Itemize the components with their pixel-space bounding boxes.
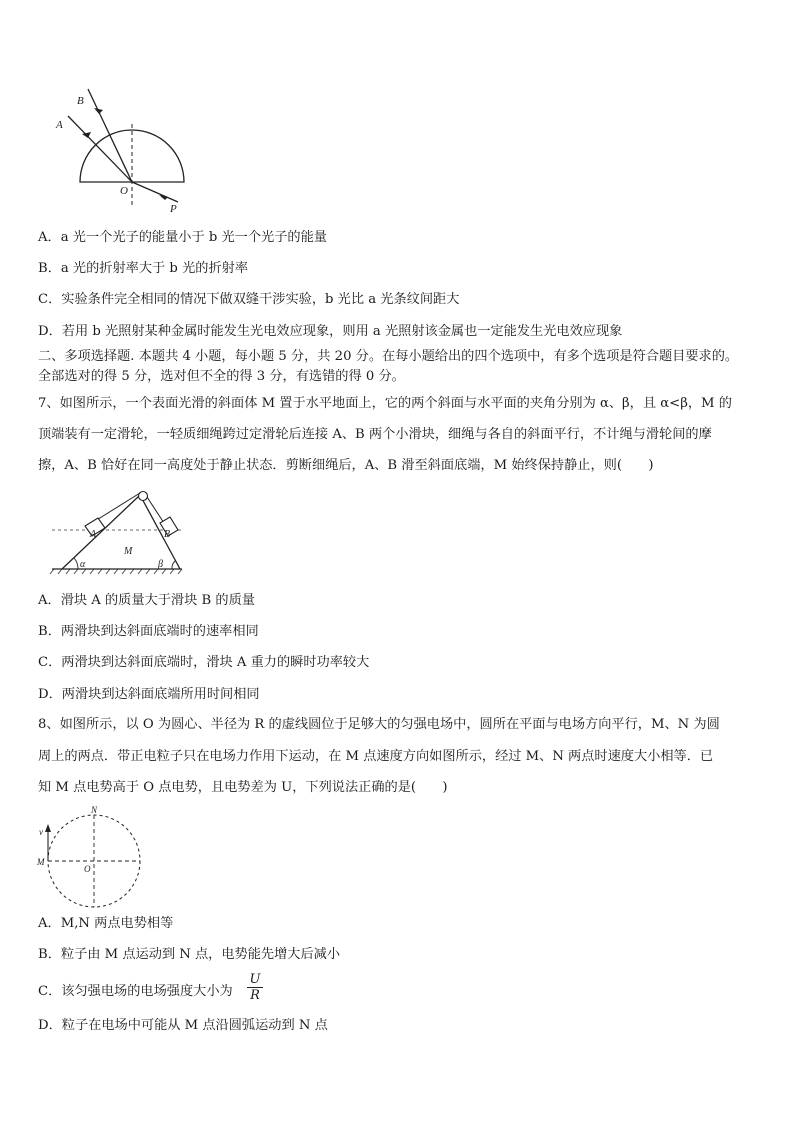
label-N: N — [91, 805, 98, 815]
incline-figure — [48, 485, 188, 580]
label-O: O — [120, 185, 128, 197]
q6-option-d: D．若用 b 光照射某种金属时能发生光电效应现象，则用 a 光照射该金属也一定能发生光电效应现象 — [38, 324, 623, 339]
section2-heading-line1: 二、多项选择题. 本题共 4 小题，每小题 5 分，共 20 分。在每小题给出的四个选项中，有多个选项是符合题目要求的。 — [38, 349, 739, 364]
label-block-A: A — [90, 529, 97, 540]
q6-option-c: C．实验条件完全相同的情况下做双缝干涉实验，b 光比 a 光条纹间距大 — [38, 292, 460, 307]
q6-option-a: A．a 光一个光子的能量小于 b 光一个光子的能量 — [38, 230, 327, 245]
q8-option-a: A．M,N 两点电势相等 — [38, 916, 174, 931]
label-alpha: α — [80, 559, 86, 570]
label-M: M — [37, 857, 45, 867]
q7-stem-line1: 7、如图所示，一个表面光滑的斜面体 M 置于水平地面上，它的两个斜面与水平面的夹角分别为 α、β，且 α<β，M 的 — [38, 396, 732, 411]
label-B: B — [77, 95, 84, 107]
q8-option-d: D．粒子在电场中可能从 M 点沿圆弧运动到 N 点 — [38, 1018, 328, 1033]
q8-option-c-fraction — [247, 972, 263, 1003]
q8-option-c: C．该匀强电场的电场强度大小为 — [38, 984, 233, 999]
section2-heading-line2: 全部选对的得 5 分，选对但不全的得 3 分，有选错的得 0 分。 — [38, 369, 405, 384]
q6-option-b: B．a 光的折射率大于 b 光的折射率 — [38, 261, 249, 276]
q7-stem-line3: 擦，A、B 恰好在同一高度处于静止状态．剪断细绳后，A、B 滑至斜面底端，M 始终保持静止，则( ) — [38, 458, 654, 473]
q8-stem-line1: 8、如图所示，以 O 为圆心、半径为 R 的虚线圆位于足够大的匀强电场中，圆所在平面与电场方向平行，M、N 为圆 — [38, 717, 720, 732]
q7-stem-line2: 顶端装有一定滑轮，一轻质细绳跨过定滑轮后连接 A、B 两个小滑块，细绳与各自的斜面平行，不计绳与滑轮间的摩 — [38, 427, 712, 442]
fraction-denominator: R — [250, 988, 260, 1003]
q7-option-b: B．两滑块到达斜面底端时的速率相同 — [38, 624, 259, 639]
circle-field-figure — [36, 805, 156, 913]
label-body-M: M — [124, 546, 133, 557]
label-block-B: B — [164, 529, 171, 540]
q8-option-b: B．粒子由 M 点运动到 N 点，电势能先增大后减小 — [38, 947, 341, 962]
q7-option-d: D．两滑块到达斜面底端所用时间相同 — [38, 687, 260, 702]
q7-option-c: C．两滑块到达斜面底端时，滑块 A 重力的瞬时功率较大 — [38, 655, 370, 670]
refraction-figure — [48, 84, 208, 216]
label-beta: β — [158, 559, 163, 570]
label-v: v — [39, 827, 43, 837]
label-O: O — [84, 864, 91, 874]
q8-stem-line2: 周上的两点．带正电粒子只在电场力作用下运动，在 M 点速度方向如图所示，经过 M、N 两点时速度大小相等．已 — [38, 749, 714, 764]
fraction-numerator: U — [247, 972, 263, 988]
q7-option-a: A．滑块 A 的质量大于滑块 B 的质量 — [38, 593, 255, 608]
q8-stem-line3: 知 M 点电势高于 O 点电势，且电势差为 U，下列说法正确的是( ) — [38, 780, 448, 795]
label-A: A — [56, 119, 63, 131]
label-P: P — [170, 203, 177, 215]
